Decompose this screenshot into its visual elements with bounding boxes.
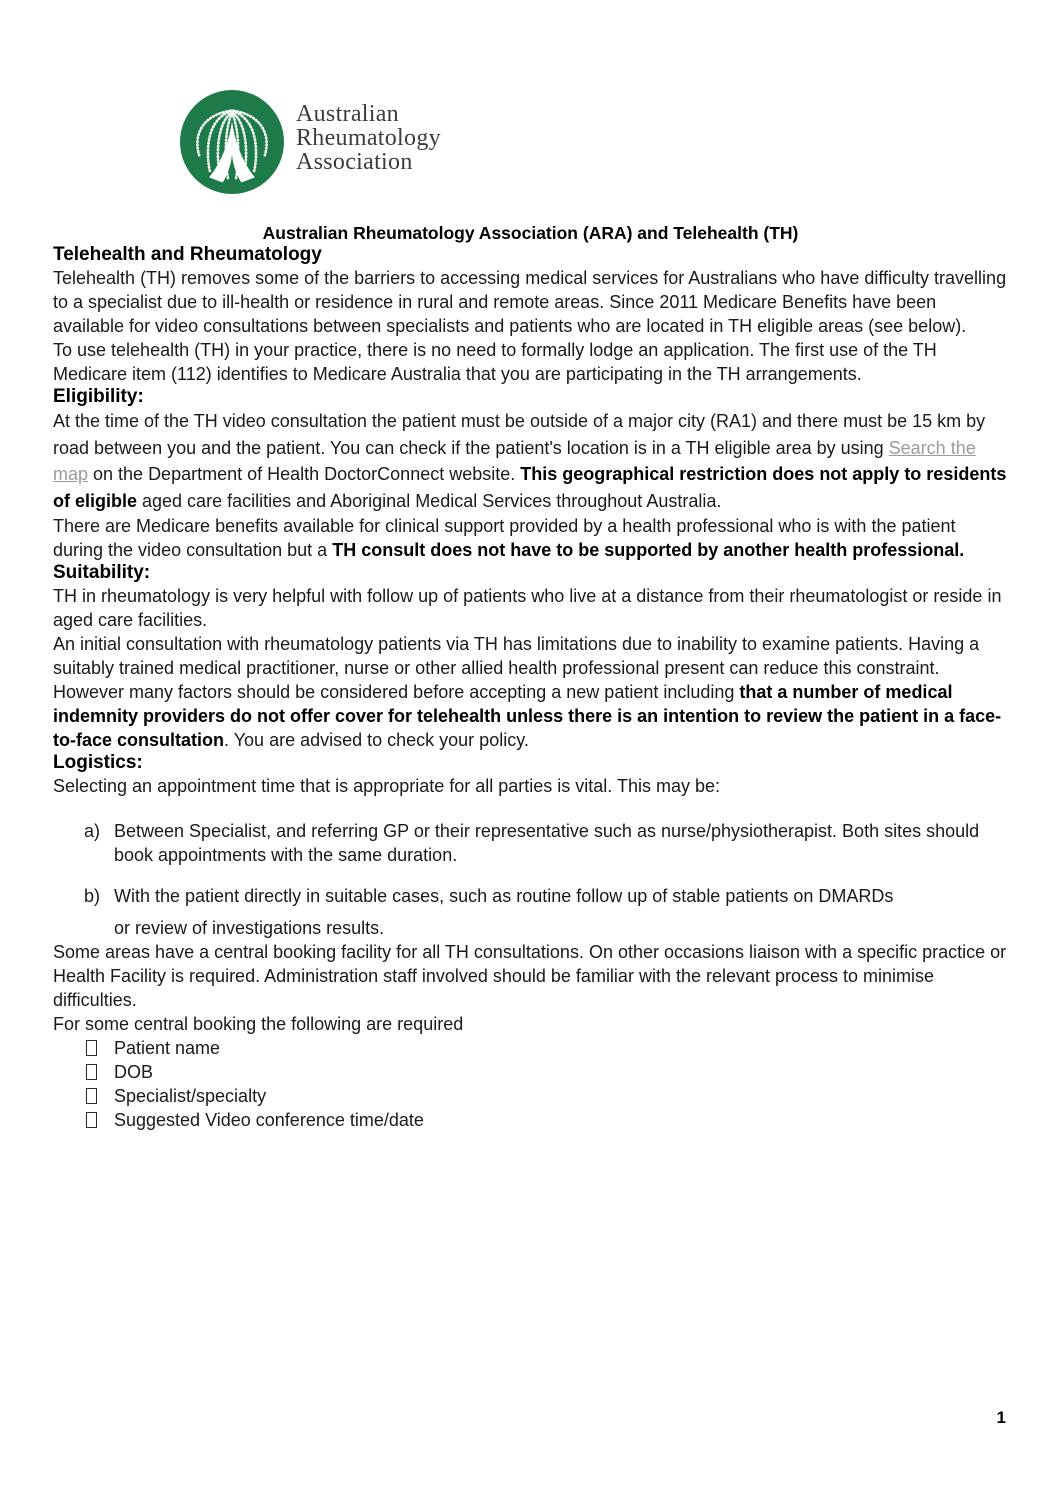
page-number: 1 xyxy=(996,1408,1006,1427)
intro-paragraph-2: To use telehealth (TH) in your practice, there is no need to formally lodge an application. The first use of the TH Medicare item (112) identifies to Medicare Australia that you are participating in the TH arrangements. xyxy=(53,340,937,384)
logistics-item-a-text: Between Specialist, and referring GP or their representative such as nurse/physiotherapist. Both sites should book appointments with the same duration. xyxy=(114,821,980,865)
logo-line-2: Rheumatology xyxy=(296,125,441,151)
logo xyxy=(180,90,441,194)
suitability-paragraph-2 xyxy=(53,632,1008,752)
logo-line-1: Australian xyxy=(296,101,399,127)
checkbox-glyph-icon xyxy=(86,1088,97,1104)
required-item-label: Specialist/specialty xyxy=(114,1086,267,1106)
search-the-map-link[interactable]: Search the map xyxy=(53,437,976,484)
required-intro: For some central booking the following are required xyxy=(53,1014,464,1034)
support-text: There are Medicare benefits available for clinical support provided by a health professional who is with the patient during the video consultation but a xyxy=(53,516,956,560)
support-bold-text: TH consult does not have to be supported by another health professional. xyxy=(332,540,965,560)
checkbox-glyph-icon xyxy=(86,1040,97,1056)
suitability-paragraph-1: TH in rheumatology is very helpful with follow up of patients who live at a distance from their rheumatologist or reside in aged care facilities. xyxy=(53,586,1002,630)
list-item xyxy=(53,1060,1008,1084)
central-booking-paragraph: Some areas have a central booking facility for all TH consultations. On other occasions liaison with a specific practice or Health Facility is required. Administration staff involved should be familiar with the relevant process to minimise difficulties. xyxy=(53,942,1007,1010)
eligibility-text-after-link: on the Department of Health DoctorConnect website. xyxy=(88,464,521,484)
logo-line-3: Association xyxy=(296,149,413,175)
clinical-support-paragraph xyxy=(53,514,1008,562)
document-content xyxy=(53,222,1008,1132)
ara-logo-icon xyxy=(180,90,284,194)
eligibility-text-after-bold: aged care facilities and Aboriginal Medical Services throughout Australia. xyxy=(137,490,722,511)
heading-eligibility: Eligibility: xyxy=(53,386,144,407)
checkbox-glyph-icon xyxy=(86,1112,97,1128)
suitability-text: An initial consultation with rheumatology patients via TH has limitations due to inability to examine patients. Having a suitably trained medical practitioner, nurse or other allied health professional present can reduce this constraint. However many factors should be considered before accepting a new patient including xyxy=(53,634,980,702)
eligibility-bold-text: This geographical restriction does not apply to residents of eligible xyxy=(53,464,1007,511)
logistics-item-b xyxy=(53,884,1008,940)
logo-wordmark xyxy=(296,102,441,174)
suitability-text-after-bold: . You are advised to check your policy. xyxy=(224,730,529,750)
logistics-item-a xyxy=(53,819,1008,867)
list-marker-b: b) xyxy=(84,886,101,906)
required-item-label: DOB xyxy=(114,1062,154,1082)
required-item-label: Patient name xyxy=(114,1038,221,1058)
logistics-intro: Selecting an appointment time that is appropriate for all parties is vital. This may be: xyxy=(53,776,721,796)
heading-suitability: Suitability: xyxy=(53,562,151,583)
list-item xyxy=(53,1108,1008,1132)
list-marker-a: a) xyxy=(84,821,101,841)
logistics-item-b-line2: or review of investigations results. xyxy=(114,918,385,938)
heading-logistics: Logistics: xyxy=(53,752,143,773)
list-item xyxy=(53,1036,1008,1060)
required-checklist xyxy=(53,1036,1008,1132)
eligibility-paragraph xyxy=(53,408,1008,514)
logistics-item-b-line1: With the patient directly in suitable cases, such as routine follow up of stable patients on DMARDs xyxy=(114,886,894,906)
subtitle-telehealth-and-rheumatology: Telehealth and Rheumatology xyxy=(53,244,322,265)
list-item xyxy=(53,1084,1008,1108)
checkbox-glyph-icon xyxy=(86,1064,97,1080)
intro-paragraph-1: Telehealth (TH) removes some of the barriers to accessing medical services for Australians who have difficulty travelling to a specialist due to ill-health or residence in rural and remote areas. Since 2011 Medicare Benefits have been available for video consultations between specialists and patients who are located in TH eligible areas (see below). xyxy=(53,268,1007,336)
required-item-label: Suggested Video conference time/date xyxy=(114,1110,424,1130)
eligibility-text-before-link: At the time of the TH video consultation the patient must be outside of a major city (RA1) and there must be 15 km by road between you and the patient. You can check if the patient's location is in a TH eligible area by using xyxy=(53,411,986,458)
suitability-bold-text: that a number of medical indemnity providers do not offer cover for telehealth unless there is an intention to review the patient in a face-to-face consultation xyxy=(53,682,1002,750)
document-title: Australian Rheumatology Association (ARA) and Telehealth (TH) xyxy=(262,223,799,243)
